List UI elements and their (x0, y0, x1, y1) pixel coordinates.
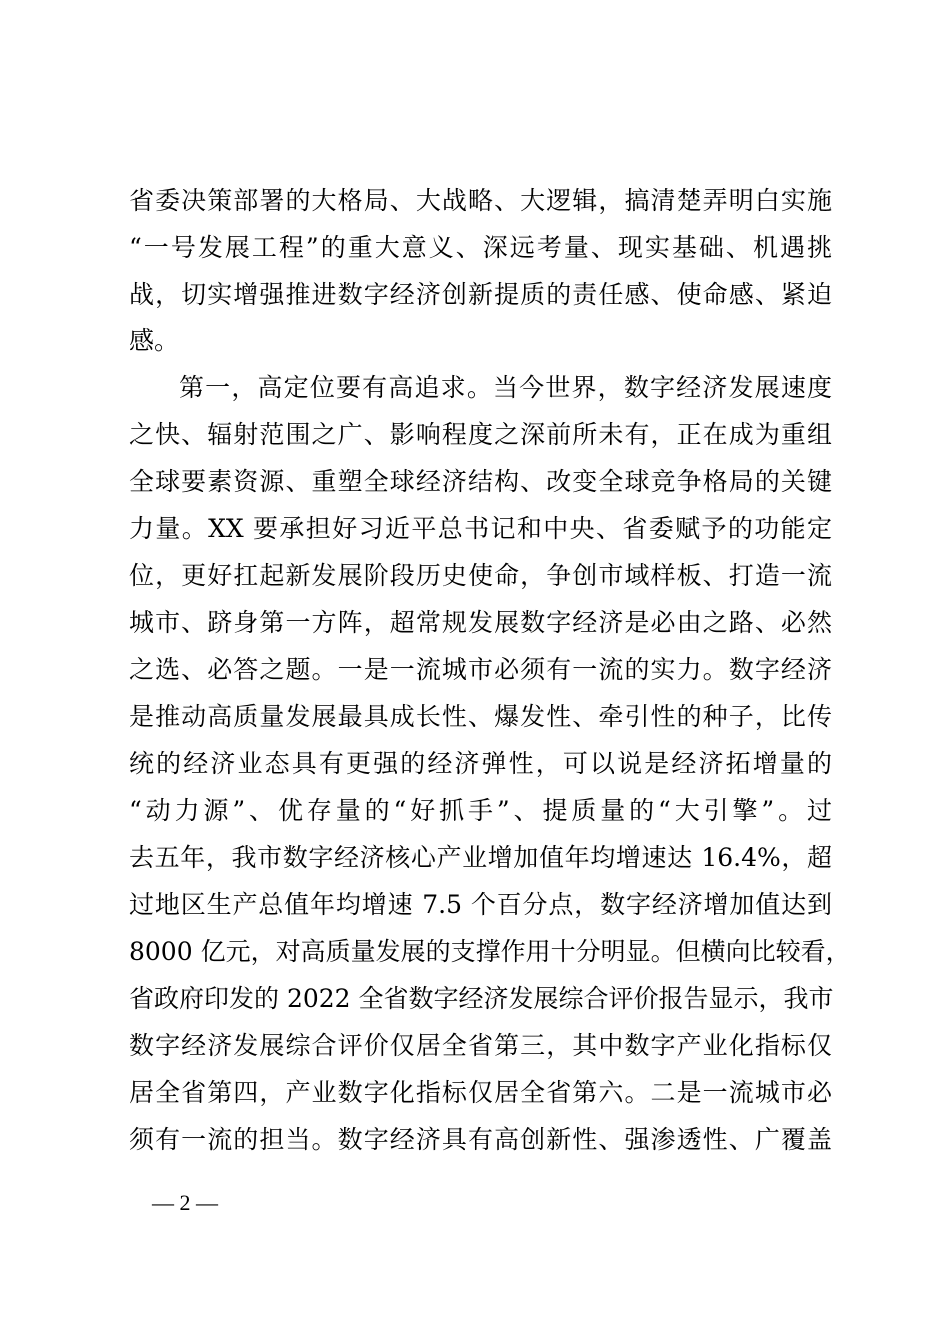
text-line: 力量。XX 要承担好习近平总书记和中央、省委赋予的功能定 (129, 514, 832, 543)
text-line: 战，切实增强推进数字经济创新提质的责任感、使命感、紧迫 (129, 280, 832, 309)
text-line: 去五年，我市数字经济核心产业增加值年均增速达 16.4%，超 (129, 843, 832, 872)
text-line: 数字经济发展综合评价仅居全省第三，其中数字产业化指标仅 (129, 1031, 832, 1060)
text-line: 之选、必答之题。一是一流城市必须有一流的实力。数字经济 (129, 655, 832, 684)
text-line: 第一，高定位要有高追求。当今世界，数字经济发展速度 (179, 373, 832, 402)
text-line: 是推动高质量发展最具成长性、爆发性、牵引性的种子，比传 (129, 702, 832, 731)
text-line: 感。 (129, 326, 180, 355)
text-line: 全球要素资源、重塑全球经济结构、改变全球竞争格局的关键 (129, 467, 832, 496)
text-line: “一号发展工程”的重大意义、深远考量、现实基础、机遇挑 (129, 233, 832, 262)
page-number: — 2 — (152, 1190, 218, 1215)
text-line: 统的经济业态具有更强的经济弹性，可以说是经济拓增量的 (129, 749, 832, 778)
text-line: 须有一流的担当。数字经济具有高创新性、强渗透性、广覆盖 (129, 1125, 832, 1154)
text-line: 居全省第四，产业数字化指标仅居全省第六。二是一流城市必 (129, 1078, 832, 1107)
text-line: 8000 亿元，对高质量发展的支撑作用十分明显。但横向比较看， (129, 937, 851, 966)
text-line: 省委决策部署的大格局、大战略、大逻辑，搞清楚弄明白实施 (129, 186, 832, 215)
text-line: 位，更好扛起新发展阶段历史使命，争创市域样板、打造一流 (129, 561, 832, 590)
text-line: 省政府印发的 2022 全省数字经济发展综合评价报告显示，我市 (129, 984, 834, 1013)
text-line: 之快、辐射范围之广、影响程度之深前所未有，正在成为重组 (129, 420, 832, 449)
text-line: “动力源”、优存量的“好抓手”、提质量的“大引擎”。过 (129, 796, 832, 825)
text-line: 城市、跻身第一方阵，超常规发展数字经济是必由之路、必然 (129, 608, 832, 637)
text-line: 过地区生产总值年均增速 7.5 个百分点，数字经济增加值达到 (129, 890, 832, 919)
